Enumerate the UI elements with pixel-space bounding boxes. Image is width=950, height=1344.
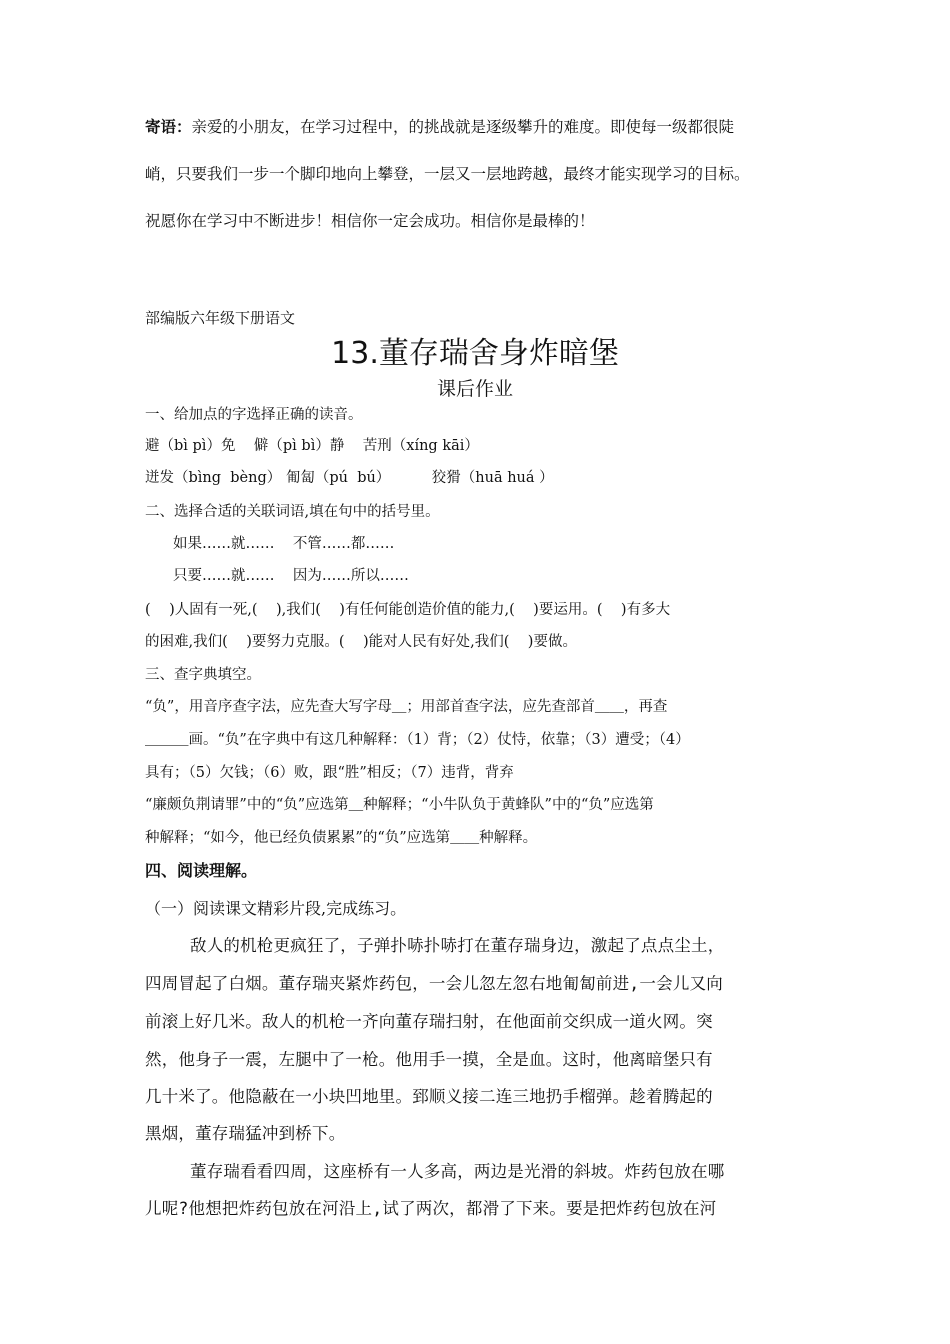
page-title: 13.董存瑞舍身炸暗堡 [331,336,619,371]
section2-options-1: 如果……就…… 不管……都…… [173,536,395,552]
blessing-line-2: 峭，只要我们一步一个脚印地向上攀登，一层又一层地跨越，最终才能实现学习的目标。 [145,165,750,183]
section3-line-3: 具有；（5）欠钱；（6）败，跟“胜”相反；（7）违背，背弃 [145,765,514,781]
section2-options-2: 只要……就…… 因为……所以…… [173,568,409,584]
blessing-line-3: 祝愿你在学习中不断进步！相信你一定会成功。相信你是最棒的！ [145,212,595,230]
passage-2-line: 儿呢?他想把炸药包放在河沿上,试了两次，都滑了下来。要是把炸药包放在河 [145,1199,717,1218]
blessing-label: 寄语： [145,117,192,136]
passage-1-line: 四周冒起了白烟。董存瑞夹紧炸药包，一会儿忽左忽右地匍匐前进,一会儿又向 [145,974,723,993]
passage-1-line: 黑烟，董存瑞猛冲到桥下。 [145,1124,346,1143]
passage-2-line: 董存瑞看看四周，这座桥有一人多高，两边是光滑的斜坡。炸药包放在哪 [190,1162,725,1181]
section3-line-1: “负”，用音序查字法，应先查大写字母＿；用部首查字法，应先查部首＿＿，再查 [145,699,668,715]
passage-1-line: 然，他身子一震，左腿中了一枪。他用手一摸，全是血。这时，他离暗堡只有 [145,1050,713,1069]
section3-line-4: “廉颇负荆请罪”中的“负”应选第＿种解释；“小牛队负于黄蜂队”中的“负”应选第 [145,797,654,813]
blessing-line-1: 寄语：亲爱的小朋友，在学习过程中，的挑战就是逐级攀升的难度。即使每一级都很陡 [145,117,735,136]
section2-question-line-2: 的困难,我们( )要努力克服。( )能对人民有好处,我们( )要做。 [145,634,577,650]
section2-heading: 二、选择合适的关联词语,填在句中的括号里。 [145,504,440,520]
subject-label: 部编版六年级下册语文 [145,309,296,327]
section4-subheading: （一）阅读课文精彩片段,完成练习。 [145,899,407,918]
passage-1-line: 几十米了。他隐蔽在一小块凹地里。郅顺义接二连三地扔手榴弹。趁着腾起的 [145,1087,713,1106]
passage-1-line: 前滚上好几米。敌人的机枪一齐向董存瑞扫射，在他面前交织成一道火网。突 [145,1012,713,1031]
section4-heading: 四、阅读理解。 [145,861,258,880]
passage-1-line: 敌人的机枪更疯狂了，子弹扑哧扑哧打在董存瑞身边，激起了点点尘土， [190,936,725,955]
page-subtitle: 课后作业 [436,378,513,400]
section1-row-1: 避（bì pì）免 僻（pì bì）静 苦刑（xíng kāi） [145,438,479,454]
section3-line-2: ＿＿＿画。“负”在字典中有这几种解释：（1）背；（2）仗恃，依靠；（3）遭受；（4） [145,732,690,748]
section1-row-2: 迸发（bìng bèng） 匍匐（pú bú） 狡猾（huā huá ） [145,470,554,486]
section3-line-5: 种解释；“如今，他已经负债累累”的“负”应选第＿＿种解释。 [145,830,538,846]
section3-heading: 三、查字典填空。 [145,667,261,683]
section2-question-line-1: ( )人固有一死,( ),我们( )有任何能创造价值的能力,( )要运用。( )有多大 [145,602,671,618]
section1-heading: 一、给加点的字选择正确的读音。 [145,407,363,423]
